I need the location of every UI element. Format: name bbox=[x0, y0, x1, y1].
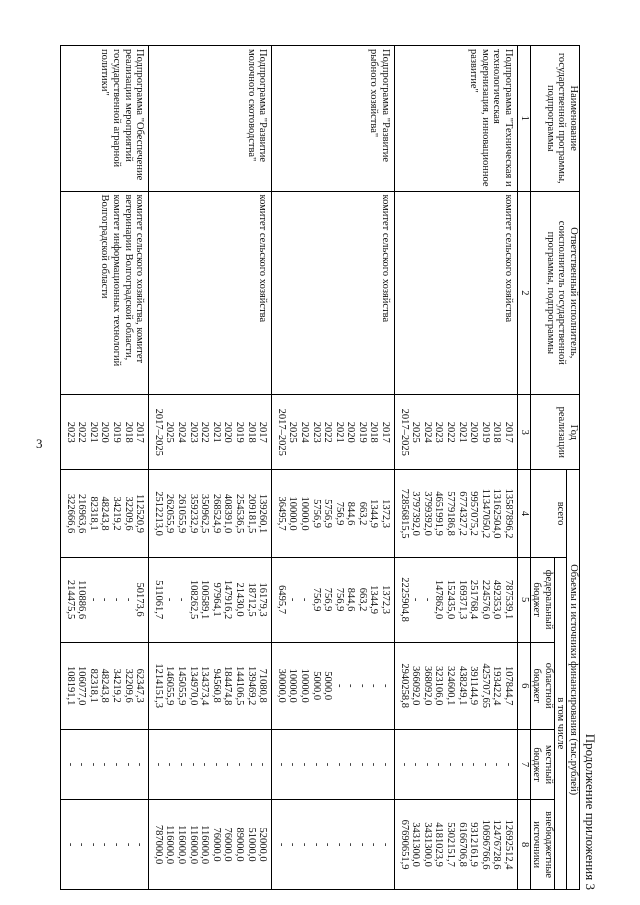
subprogram-name: Подпрограмма "Техническая и технологическая модернизация, инновационное развитие" bbox=[395, 46, 518, 192]
header-year: Год реализации bbox=[530, 395, 579, 470]
responsible-executor: комитет сельского хозяйства, комитет ветеринарии Волгоградской области, комитет информационных технологий Волгоградской области bbox=[61, 191, 149, 395]
header-regional: областной бюджет bbox=[530, 642, 554, 729]
total-cell: 13587896,2 13162504,0 11347050,2 9957075,2 6774327,2 5779186,8 4651991,9 3799392,0 3797392,0 72856815,5 bbox=[395, 470, 518, 557]
subprogram-name: Подпрограмма "Обеспечение реализации мероприятий государственной аграрной политики" bbox=[61, 46, 149, 192]
funding-table bbox=[60, 45, 580, 890]
header-federal: федеральный бюджет bbox=[530, 557, 554, 642]
table-body bbox=[61, 46, 518, 890]
total-cell: 1372,3 1344,9 663,2 844,6 756,9 5756,9 5756,9 10000,0 10000,0 36495,7 bbox=[272, 470, 395, 557]
local-cell: - - - - - - - - - - bbox=[272, 729, 395, 799]
years-cell: 2017 2018 2019 2020 2021 2022 2023 bbox=[61, 395, 149, 470]
responsible-executor: комитет сельского хозяйства bbox=[272, 191, 395, 395]
header-including: в том числе bbox=[554, 557, 567, 889]
header-responsible: Ответственный исполнитель, соисполнитель государственной программы, подпрограммы bbox=[530, 191, 579, 395]
column-number: 3 bbox=[518, 395, 531, 470]
extrabudget-cell: - - - - - - - - - - bbox=[272, 800, 395, 890]
responsible-executor: комитет сельского хозяйства bbox=[149, 191, 272, 395]
local-cell: - - - - - - - - - - bbox=[395, 729, 518, 799]
subprogram-row bbox=[149, 46, 272, 890]
extrabudget-cell: - - - - - - - bbox=[61, 800, 149, 890]
column-number: 1 bbox=[518, 46, 531, 192]
header-funding: Объемы и источники финансирования (тыс.рублей) bbox=[567, 470, 580, 890]
column-number: 8 bbox=[518, 800, 531, 890]
federal-cell: 1372,3 1344,9 663,2 844,6 756,9 756,9 756,9 - - 6495,7 bbox=[272, 557, 395, 642]
column-number: 7 bbox=[518, 729, 531, 799]
subprogram-row bbox=[272, 46, 395, 890]
subprogram-row bbox=[61, 46, 149, 890]
federal-cell: 50173,6 - - - - 110886,6 214475,5 bbox=[61, 557, 149, 642]
extrabudget-cell: 52000,0 51000,0 89000,0 76000,0 76000,0 116000,0 116000,0 116000,0 116000,0 787000,0 bbox=[149, 800, 272, 890]
column-number: 5 bbox=[518, 557, 531, 642]
rotated-page-content bbox=[20, 45, 600, 890]
local-cell: - - - - - - - - - - bbox=[149, 729, 272, 799]
subprogram-name: Подпрограмма "Развитие молочного скотоводства" bbox=[149, 46, 272, 192]
column-number: 2 bbox=[518, 191, 531, 395]
responsible-executor: комитет сельского хозяйства bbox=[395, 191, 518, 395]
column-number: 4 bbox=[518, 470, 531, 557]
page-number: 3 bbox=[36, 436, 43, 451]
column-number: 6 bbox=[518, 642, 531, 729]
header-total: всего bbox=[530, 470, 567, 557]
subprogram-row bbox=[395, 46, 518, 890]
regional-cell: 62347,3 32209,6 34219,2 48243,8 82318,1 106077,0 108191,1 bbox=[61, 642, 149, 729]
total-cell: 139260,1 209181,5 254536,5 408391,0 268524,9 350962,5 359232,9 261055,9 262055,9 2512213,0 bbox=[149, 470, 272, 557]
appendix-caption: Продолжение приложения 3 bbox=[583, 733, 598, 890]
header-local: местный бюджет bbox=[530, 729, 554, 799]
extrabudget-cell: 12692512,4 12476728,6 10696766,6 9312161,9 6166706,8 5302151,7 4181023,9 3431300,0 3431300,0 67690651,9 bbox=[395, 800, 518, 890]
federal-cell: 16179,3 18712,5 21430,0 147916,2 97964,1 100589,1 108262,5 - - 511061,7 bbox=[149, 557, 272, 642]
total-cell: 112520,9 32209,6 34219,2 48243,8 82318,1 216963,6 322666,6 bbox=[61, 470, 149, 557]
subprogram-name: Подпрограмма "Развитие рыбного хозяйства" bbox=[272, 46, 395, 192]
header-extrabudget: внебюджетные источники bbox=[530, 800, 554, 890]
years-cell: 2017 2018 2019 2020 2021 2022 2023 2024 2025 2017–2025 bbox=[395, 395, 518, 470]
header-name: Наименование государственной программы, подпрограммы bbox=[530, 46, 579, 192]
years-cell: 2017 2018 2019 2020 2021 2022 2023 2024 2025 2017–2025 bbox=[149, 395, 272, 470]
federal-cell: 787539,1 492353,0 224576,0 251768,4 169371,3 152435,0 147862,0 - - 2225904,8 bbox=[395, 557, 518, 642]
regional-cell: 107844,7 193422,4 425707,65 391144,9 438249,1 324600,1 323106,0 368092,0 366092,0 2940258,8 bbox=[395, 642, 518, 729]
regional-cell: 71080,8 139469,2 144106,5 184474,8 94560,8 134373,4 134970,0 145055,9 146055,9 1214151,3 bbox=[149, 642, 272, 729]
regional-cell: - - - - - 5000,0 5000,0 10000,0 10000,0 30000,0 bbox=[272, 642, 395, 729]
local-cell: - - - - - - - bbox=[61, 729, 149, 799]
years-cell: 2017 2018 2019 2020 2021 2022 2023 2024 2025 2017–2025 bbox=[272, 395, 395, 470]
